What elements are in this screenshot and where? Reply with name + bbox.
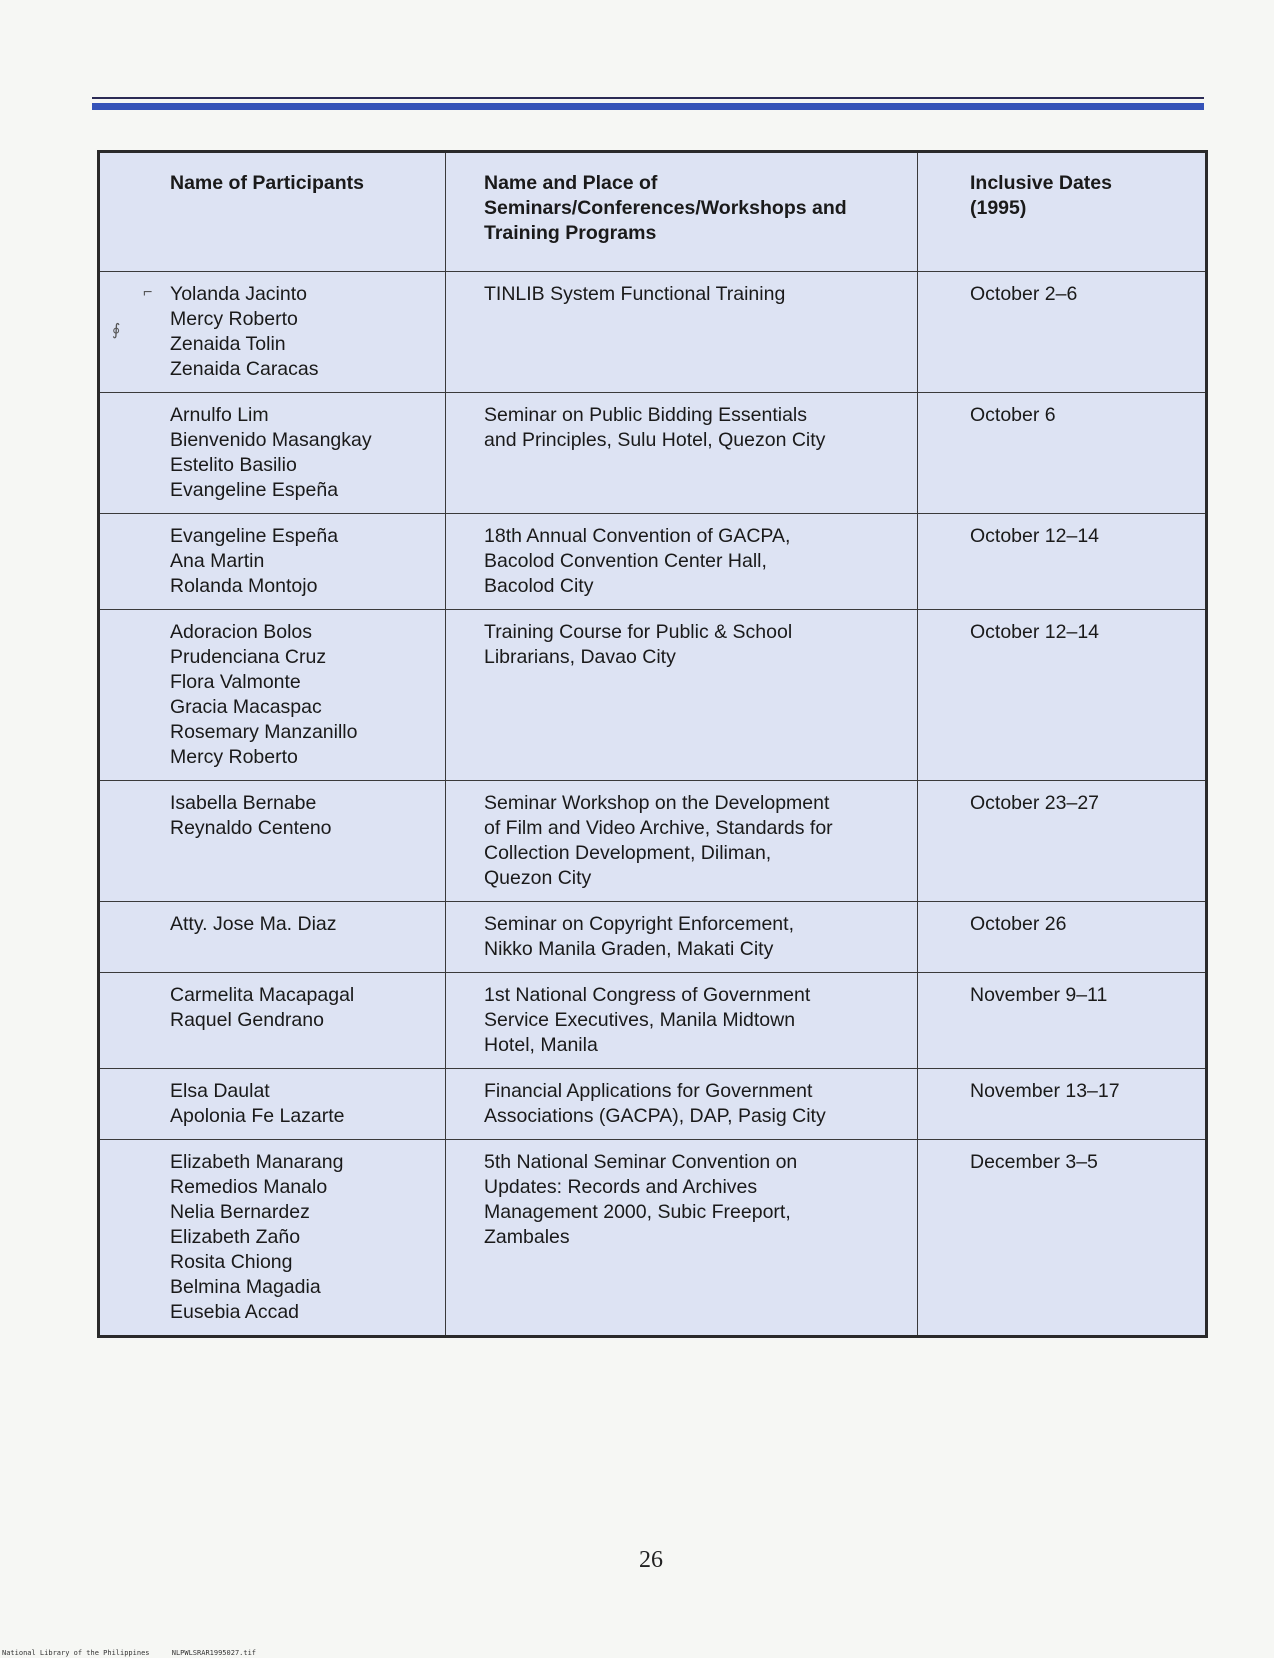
participant-names-line: Adoracion Bolos bbox=[170, 621, 313, 643]
footer-library: National Library of the Philippines bbox=[2, 1649, 150, 1657]
participant-names-line: Apolonia Fe Lazarte bbox=[170, 1105, 345, 1127]
date-range: December 3–5 bbox=[970, 1151, 1098, 1173]
program-name-line: Hotel, Manila bbox=[484, 1034, 598, 1056]
program-name-line: Associations (GACPA), DAP, Pasig City bbox=[484, 1105, 826, 1127]
program-name-line: Zambales bbox=[484, 1226, 570, 1248]
participant-names-line: Flora Valmonte bbox=[170, 671, 301, 693]
inclusive-dates bbox=[918, 781, 1207, 902]
margin-mark: ∮ bbox=[112, 322, 121, 339]
check-mark: ⌐ bbox=[143, 284, 153, 301]
participant-names-line: Gracia Macaspac bbox=[170, 696, 322, 718]
program-name bbox=[446, 781, 918, 902]
program-name-line: Seminar Workshop on the Development bbox=[484, 792, 830, 814]
participant-names-line: Belmina Magadia bbox=[170, 1276, 321, 1298]
participant-names-line: Raquel Gendrano bbox=[170, 1009, 324, 1031]
program-name-line: Bacolod City bbox=[484, 575, 594, 597]
participant-names bbox=[99, 902, 446, 973]
program-name-line: Seminar on Copyright Enforcement, bbox=[484, 913, 794, 935]
program-name bbox=[446, 1140, 918, 1337]
participant-names-line: Elsa Daulat bbox=[170, 1080, 270, 1102]
header-participants: Name of Participants bbox=[99, 152, 446, 272]
participant-names-line: Nelia Bernardez bbox=[170, 1201, 310, 1223]
inclusive-dates bbox=[918, 902, 1207, 973]
table-row bbox=[99, 514, 1207, 610]
footer-filename: NLPWLSRAR1995027.tif bbox=[171, 1649, 257, 1657]
table-header-row bbox=[99, 152, 1207, 272]
header-rule-thick bbox=[92, 103, 1204, 110]
participant-names bbox=[99, 610, 446, 781]
program-name-line: Nikko Manila Graden, Makati City bbox=[484, 938, 774, 960]
participant-names bbox=[99, 1140, 446, 1337]
program-name-line: Seminar on Public Bidding Essentials bbox=[484, 404, 808, 426]
date-range: October 26 bbox=[970, 913, 1067, 935]
participant-names-line: Zenaida Tolin bbox=[170, 333, 286, 355]
program-name-line: Service Executives, Manila Midtown bbox=[484, 1009, 796, 1031]
table-row bbox=[99, 393, 1207, 514]
inclusive-dates bbox=[918, 1140, 1207, 1337]
inclusive-dates bbox=[918, 272, 1207, 393]
program-name bbox=[446, 902, 918, 973]
date-range: October 12–14 bbox=[970, 525, 1100, 547]
program-name-line: and Principles, Sulu Hotel, Quezon City bbox=[484, 429, 826, 451]
participant-names bbox=[99, 514, 446, 610]
header-dates: Inclusive Dates (1995) bbox=[918, 152, 1207, 272]
participant-names-line: Remedios Manalo bbox=[170, 1176, 328, 1198]
header-program: Name and Place of Seminars/Conferences/Workshops and Training Programs bbox=[446, 152, 918, 272]
participant-names bbox=[99, 1069, 446, 1140]
participant-names-line: Yolanda Jacinto bbox=[170, 283, 307, 305]
program-name-line: Financial Applications for Government bbox=[484, 1080, 813, 1102]
program-name-line: Management 2000, Subic Freeport, bbox=[484, 1201, 791, 1223]
participant-names-line: Estelito Basilio bbox=[170, 454, 297, 476]
date-range: October 2–6 bbox=[970, 283, 1078, 305]
program-name-line: 5th National Seminar Convention on bbox=[484, 1151, 798, 1173]
participant-names-line: Elizabeth Manarang bbox=[170, 1151, 344, 1173]
header-rule-thin bbox=[92, 97, 1204, 99]
table-row bbox=[99, 272, 1207, 393]
participant-names-line: Reynaldo Centeno bbox=[170, 817, 332, 839]
participant-names-line: Rolanda Montojo bbox=[170, 575, 318, 597]
scan-footer bbox=[2, 1649, 274, 1657]
program-name-line: 1st National Congress of Government bbox=[484, 984, 811, 1006]
program-name-line: Updates: Records and Archives bbox=[484, 1176, 758, 1198]
participant-names bbox=[99, 781, 446, 902]
table-row bbox=[99, 902, 1207, 973]
inclusive-dates bbox=[918, 393, 1207, 514]
participant-names-line: Ana Martin bbox=[170, 550, 265, 572]
participant-names-line: Evangeline Espeña bbox=[170, 525, 339, 547]
participants-table bbox=[97, 150, 1208, 1338]
participant-names-line: Carmelita Macapagal bbox=[170, 984, 355, 1006]
participant-names-line: Atty. Jose Ma. Diaz bbox=[170, 913, 337, 935]
inclusive-dates bbox=[918, 514, 1207, 610]
participant-names-line: Evangeline Espeña bbox=[170, 479, 339, 501]
participant-names-line: Zenaida Caracas bbox=[170, 358, 319, 380]
program-name bbox=[446, 610, 918, 781]
program-name bbox=[446, 272, 918, 393]
date-range: October 12–14 bbox=[970, 621, 1100, 643]
participant-names bbox=[99, 973, 446, 1069]
program-name-line: Librarians, Davao City bbox=[484, 646, 676, 668]
program-name-line: Bacolod Convention Center Hall, bbox=[484, 550, 767, 572]
program-name-line: of Film and Video Archive, Standards for bbox=[484, 817, 833, 839]
participant-names-line: Isabella Bernabe bbox=[170, 792, 317, 814]
program-name-line: TINLIB System Functional Training bbox=[484, 283, 786, 305]
table-row bbox=[99, 1069, 1207, 1140]
date-range: October 6 bbox=[970, 404, 1056, 426]
program-name-line: Collection Development, Diliman, bbox=[484, 842, 772, 864]
table-row bbox=[99, 781, 1207, 902]
participant-names-line: Elizabeth Zaño bbox=[170, 1226, 301, 1248]
inclusive-dates bbox=[918, 610, 1207, 781]
date-range: November 13–17 bbox=[970, 1080, 1120, 1102]
participant-names-line: Mercy Roberto bbox=[170, 746, 298, 768]
participant-names-line: Mercy Roberto bbox=[170, 308, 298, 330]
program-name bbox=[446, 1069, 918, 1140]
table-row bbox=[99, 973, 1207, 1069]
inclusive-dates bbox=[918, 1069, 1207, 1140]
participant-names-line: Eusebia Accad bbox=[170, 1301, 300, 1323]
participant-names-line: Rosemary Manzanillo bbox=[170, 721, 358, 743]
program-name bbox=[446, 393, 918, 514]
participant-names-line: Rosita Chiong bbox=[170, 1251, 293, 1273]
program-name bbox=[446, 973, 918, 1069]
date-range: October 23–27 bbox=[970, 792, 1100, 814]
date-range: November 9–11 bbox=[970, 984, 1108, 1006]
table-row bbox=[99, 1140, 1207, 1337]
inclusive-dates bbox=[918, 973, 1207, 1069]
participant-names-line: Prudenciana Cruz bbox=[170, 646, 327, 668]
participant-names bbox=[99, 393, 446, 514]
program-name bbox=[446, 514, 918, 610]
participant-names-line: Arnulfo Lim bbox=[170, 404, 269, 426]
table-row bbox=[99, 610, 1207, 781]
program-name-line: 18th Annual Convention of GACPA, bbox=[484, 525, 791, 547]
page-number: 26 bbox=[639, 1547, 663, 1573]
program-name-line: Training Course for Public & School bbox=[484, 621, 793, 643]
program-name-line: Quezon City bbox=[484, 867, 592, 889]
participant-names-line: Bienvenido Masangkay bbox=[170, 429, 372, 451]
